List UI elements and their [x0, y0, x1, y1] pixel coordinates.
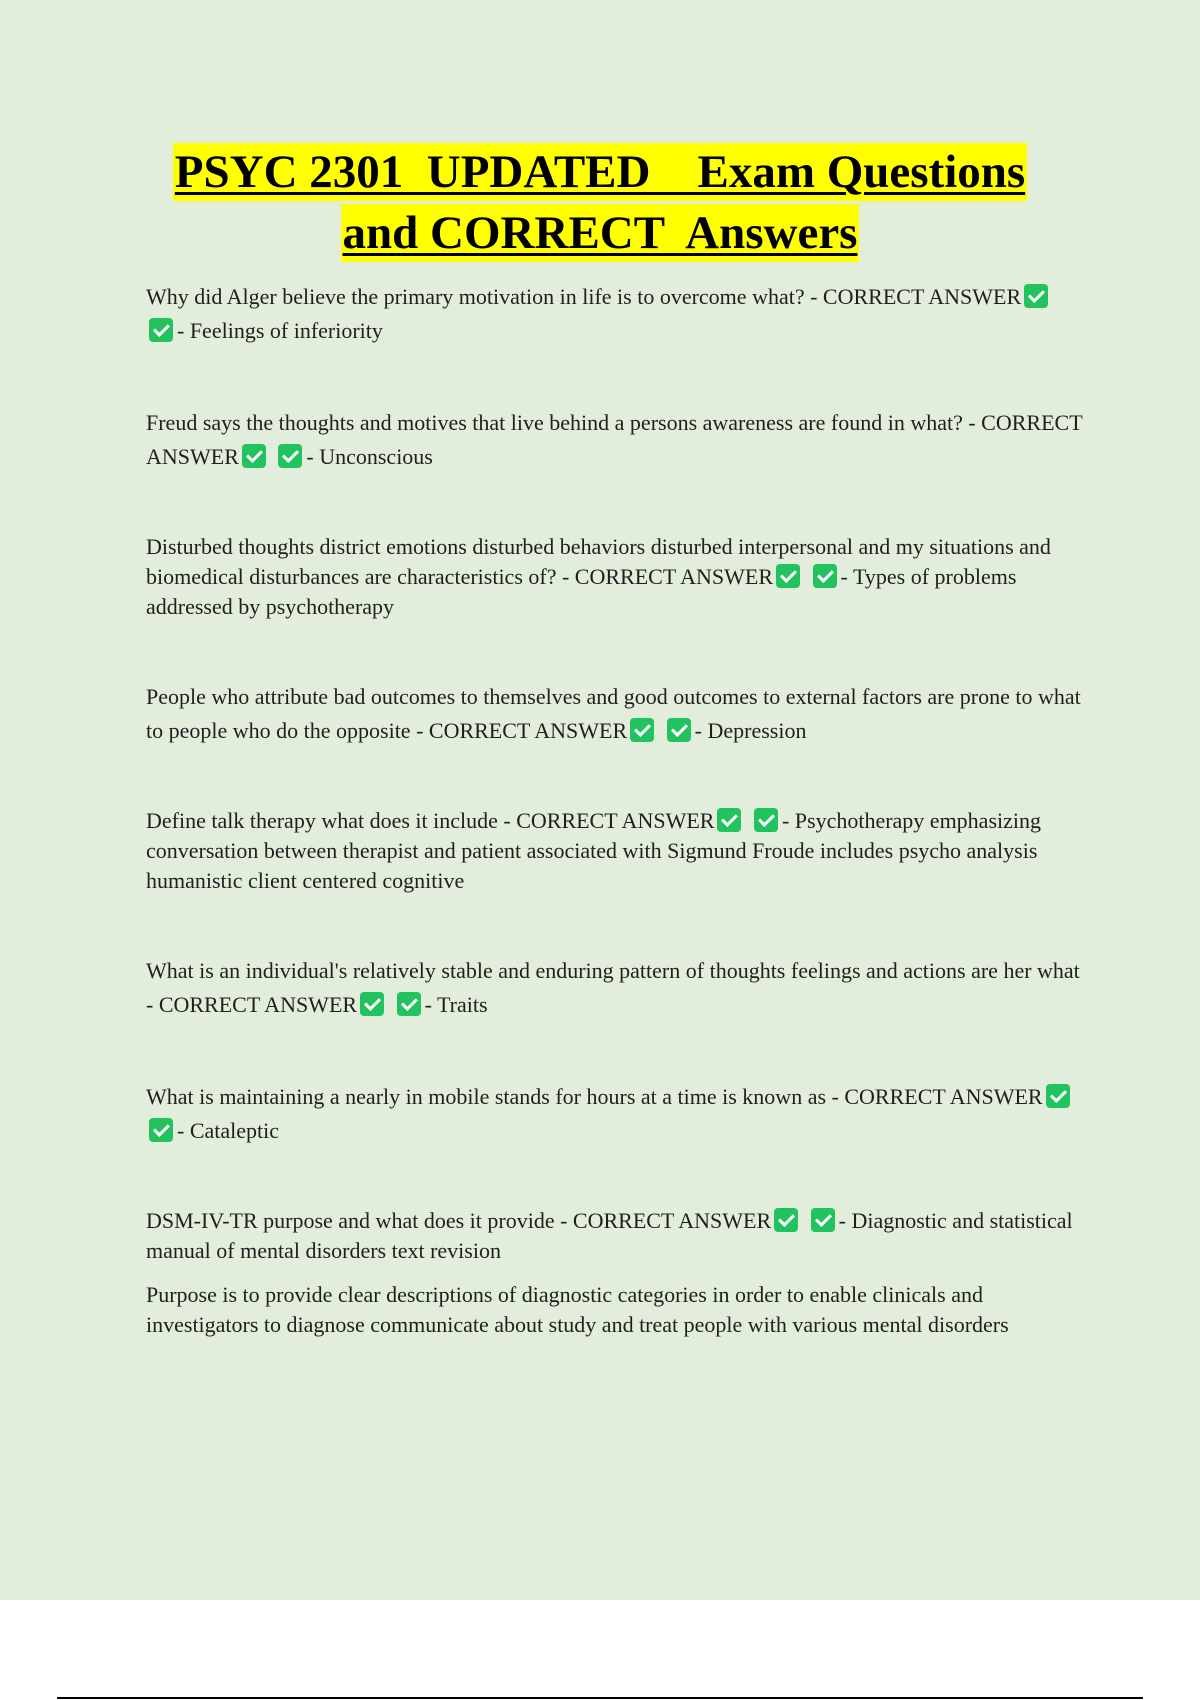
check-box-icon: [811, 1208, 835, 1232]
answer-text: - Traits: [424, 992, 488, 1017]
page-footer-area: [0, 1600, 1200, 1700]
question-text: Freud says the thoughts and motives that live behind a persons awareness are found in what? - CORRECT ANSWER: [146, 410, 1083, 469]
check-box-icon: [149, 318, 173, 342]
title-line-1: PSYC 2301 UPDATED Exam Questions: [173, 143, 1027, 201]
footer-divider: [57, 1697, 1143, 1699]
qa-item-8: [146, 1206, 1086, 1266]
question-text: DSM-IV-TR purpose and what does it provide - CORRECT ANSWER: [146, 1208, 772, 1233]
check-box-icon: [717, 808, 741, 832]
question-text: Disturbed thoughts district emotions disturbed behaviors disturbed interpersonal and my situations and biomedical disturbances are characteristics of? - CORRECT ANSWER: [146, 534, 1051, 589]
qa-item-6: [146, 954, 1086, 1022]
check-box-icon: [397, 992, 421, 1016]
check-box-icon: [242, 444, 266, 468]
check-box-icon: [1046, 1084, 1070, 1108]
document-title: [0, 143, 1200, 265]
question-text: What is an individual's relatively stable and enduring pattern of thoughts feelings and actions are her what - CORRECT ANSWER: [146, 958, 1080, 1017]
answer-text: - Depression: [694, 718, 807, 743]
check-box-icon: [149, 1118, 173, 1142]
check-box-icon: [630, 718, 654, 742]
check-box-icon: [813, 564, 837, 588]
qa-list: [146, 280, 1086, 1340]
question-text: Why did Alger believe the primary motivation in life is to overcome what? - CORRECT ANSWER: [146, 284, 1022, 309]
answer-text: - Diagnostic and statistical manual of mental disorders text revision: [146, 1208, 1073, 1263]
check-box-icon: [776, 564, 800, 588]
qa-item-3: [146, 532, 1086, 622]
title-line-2: and CORRECT Answers: [341, 204, 860, 262]
check-box-icon: [774, 1208, 798, 1232]
answer-text: - Types of problems addressed by psychotherapy: [146, 564, 1017, 619]
question-text: Define talk therapy what does it include - CORRECT ANSWER: [146, 808, 715, 833]
answer-text: - Psychotherapy emphasizing conversation between therapist and patient associated with Sigmund Froude includes psycho analysis humanistic client centered cognitive: [146, 808, 1042, 893]
answer-text: - Feelings of inferiority: [177, 318, 383, 343]
check-box-icon: [360, 992, 384, 1016]
qa-item-5: [146, 806, 1086, 896]
qa-item-8-extra: Purpose is to provide clear descriptions of diagnostic categories in order to enable clinicals and investigators to diagnose communicate about study and treat people with various mental disorders: [146, 1282, 1009, 1337]
question-text: People who attribute bad outcomes to themselves and good outcomes to external factors are prone to what to people who do the opposite - CORRECT ANSWER: [146, 684, 1081, 743]
question-text: What is maintaining a nearly in mobile stands for hours at a time is known as - CORRECT ANSWER: [146, 1084, 1043, 1109]
answer-text: - Unconscious: [306, 444, 433, 469]
qa-item-1: [146, 280, 1086, 348]
qa-item-7: [146, 1080, 1086, 1148]
check-box-icon: [1024, 284, 1048, 308]
qa-item-4: [146, 680, 1086, 748]
answer-text: - Cataleptic: [177, 1118, 280, 1143]
check-box-icon: [754, 808, 778, 832]
check-box-icon: [278, 444, 302, 468]
qa-item-2: [146, 406, 1086, 474]
check-box-icon: [667, 718, 691, 742]
